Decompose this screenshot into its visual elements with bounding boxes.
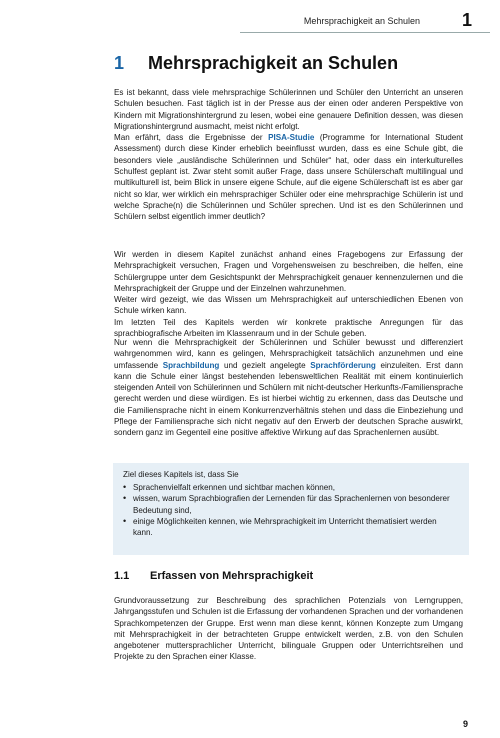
section-paragraph	[114, 595, 463, 663]
awareness-text	[114, 337, 463, 439]
awareness-text-1: Nur wenn die Mehrsprachigkeit der Schülerinnen und Schüler bewusst und differenziert wahrgenommen wird, kann es gelingen, Mehrsprachigkeit tatsächlich anzunehmen und eine umfassende	[114, 338, 463, 370]
running-header	[0, 10, 500, 36]
chapter-overview-paragraph	[114, 249, 463, 339]
awareness-text-2: und gezielt angelegte	[219, 360, 311, 370]
chapter-heading	[114, 53, 484, 77]
overview-text-1: Wir werden in diesem Kapitel zunächst anhand eines Fragebogens zur Erfassung der Mehrsprachigkeit versuchen, Fragen und Vorgehensweisen zu beschreiben, die helfen, eine Schülergruppe unter dem Gesichtspunkt der Mehrsprachigkeit genauer kennenzulernen und die Mehrsprachigkeit der Gruppe und der Einzelnen wahrzunehmen.	[114, 250, 463, 293]
intro-text-2a: Man erfährt, dass die Ergebnisse der	[114, 133, 269, 143]
overview-text-2: Weiter wird gezeigt, wie das Wissen um Mehrsprachigkeit auf unterschiedlichen Ebenen von Schule wirken kann.	[114, 295, 463, 316]
goal-item	[123, 516, 453, 539]
goal-item	[123, 482, 453, 493]
sprachbildung-link[interactable]: Sprachbildung	[162, 360, 220, 370]
section-text: Grundvoraussetzung zur Beschreibung des sprachlichen Potenzials von Lerngruppen, Jahrgangsstufen und Schulen ist die Erfassung der vorhandenen Sprachen und der vorhandenen Sprachkompetenzen der Gruppe. Erst wenn man diese kennt, können Konzepte zum Umgang mit Mehrsprachigkeit in der betrachteten Gruppe entwickelt werden, z.B. von den Schulen angebotener muttersprachlicher Unterricht, bilinguale Gruppen oder Unterrichtsreihen und Projekte zu den Sprachen einer Klasse.	[114, 596, 463, 662]
awareness-paragraph	[114, 337, 463, 439]
intro-paragraph	[114, 87, 463, 223]
section-heading	[114, 570, 474, 586]
page-number: 9	[462, 719, 468, 729]
goals-list	[123, 482, 453, 538]
sprachfoerderung-link[interactable]: Sprachförderung	[310, 360, 376, 370]
bullet-icon: •	[123, 515, 127, 526]
section-title: Erfassen von Mehrsprachigkeit	[150, 570, 314, 582]
intro-text-1: Es ist bekannt, dass viele mehrsprachige Schülerinnen und Schüler den Unterricht an unseren Schulen besuchen. Fast täglich ist in der Presse aus der einen oder anderen Perspektive von Kindern mit Migrationshintergrund zu lesen, wobei eine genauere Definition dessen, was diesen Migrationshintergrund ausmacht, meist nicht erfolgt.	[114, 88, 463, 131]
goal-item	[123, 493, 453, 516]
chapter-title: Mehrsprachigkeit an Schulen	[148, 53, 399, 73]
pisa-link[interactable]: PISA-Studie	[268, 133, 315, 143]
intro-text-2b: (Programme for International Student Assessment) durch diese Kinder erheblich beeinflusst wurden, dass es eine Schule gibt, die besonders viele „ausländische Schülerinnen und Schüler“ hat, oder dass ein interkulturelles Schulfest geplant ist. Zwar steht somit außer Frage, dass unsere Schülerschaft multilingual und multikulturell ist, beim Blick in unsere eigene Schule, auf die eigene Schülerschaft ist es aber gar nicht so klar, wer wirklich ein mehrsprachiger Schüler oder eine mehrsprachige Schülerin ist und welche Sprache(n) die Schülerinnen und Schüler sprechen. Und ist es den Schülerinnen und Schülern selbst eigentlich immer deutlich?	[114, 133, 463, 222]
awareness-text-3: einzuleiten. Erst dann kann die Schule einer längst bestehenden lebensweltlichen Realität mit einem kontinuierlich steigenden Anteil von Schülerinnen und Schülern mit nicht-deutscher Herkunfts-/Familiensprache gerecht werden und diese würdigen. Es ist hierbei wichtig zu erkennen, dass das Deutsche und die Familiensprache nicht in einem Konkurrenzverhältnis stehen und dass die Einbeziehung und Pflege der Familiensprache sich nicht negativ auf den Erwerb der deutschen Sprache auswirkt, sondern ganz im Gegenteil eine positive affektive Wirkung auf das Sprachenlernen ausübt.	[114, 360, 464, 438]
goal-text: Sprachenvielfalt erkennen und sichtbar machen können,	[133, 483, 336, 492]
goal-text: einige Möglichkeiten kennen, wie Mehrsprachigkeit im Unterricht thematisiert werden kann.	[133, 516, 437, 538]
overview-text-3: Im letzten Teil des Kapitels werden wir konkrete praktische Anregungen für das sprachbiografische Arbeiten im Klassenraum und in der Schule geben.	[114, 317, 463, 339]
section-number: 1.1	[114, 570, 130, 582]
chapter-goals-box	[113, 463, 469, 555]
bullet-icon: •	[123, 482, 127, 492]
goal-text: wissen, warum Sprachbiografien der Lernenden für das Sprachenlernen von besonderer Bedeutung sind,	[133, 494, 450, 515]
header-rule	[240, 32, 490, 33]
intro-text-2	[114, 132, 463, 222]
bullet-icon: •	[123, 493, 127, 504]
chapter-number: 1	[114, 53, 125, 73]
running-chapter-number: 1	[461, 10, 472, 30]
running-title: Mehrsprachigkeit an Schulen	[303, 16, 420, 26]
goals-intro: Ziel dieses Kapitels ist, dass Sie	[123, 470, 239, 479]
